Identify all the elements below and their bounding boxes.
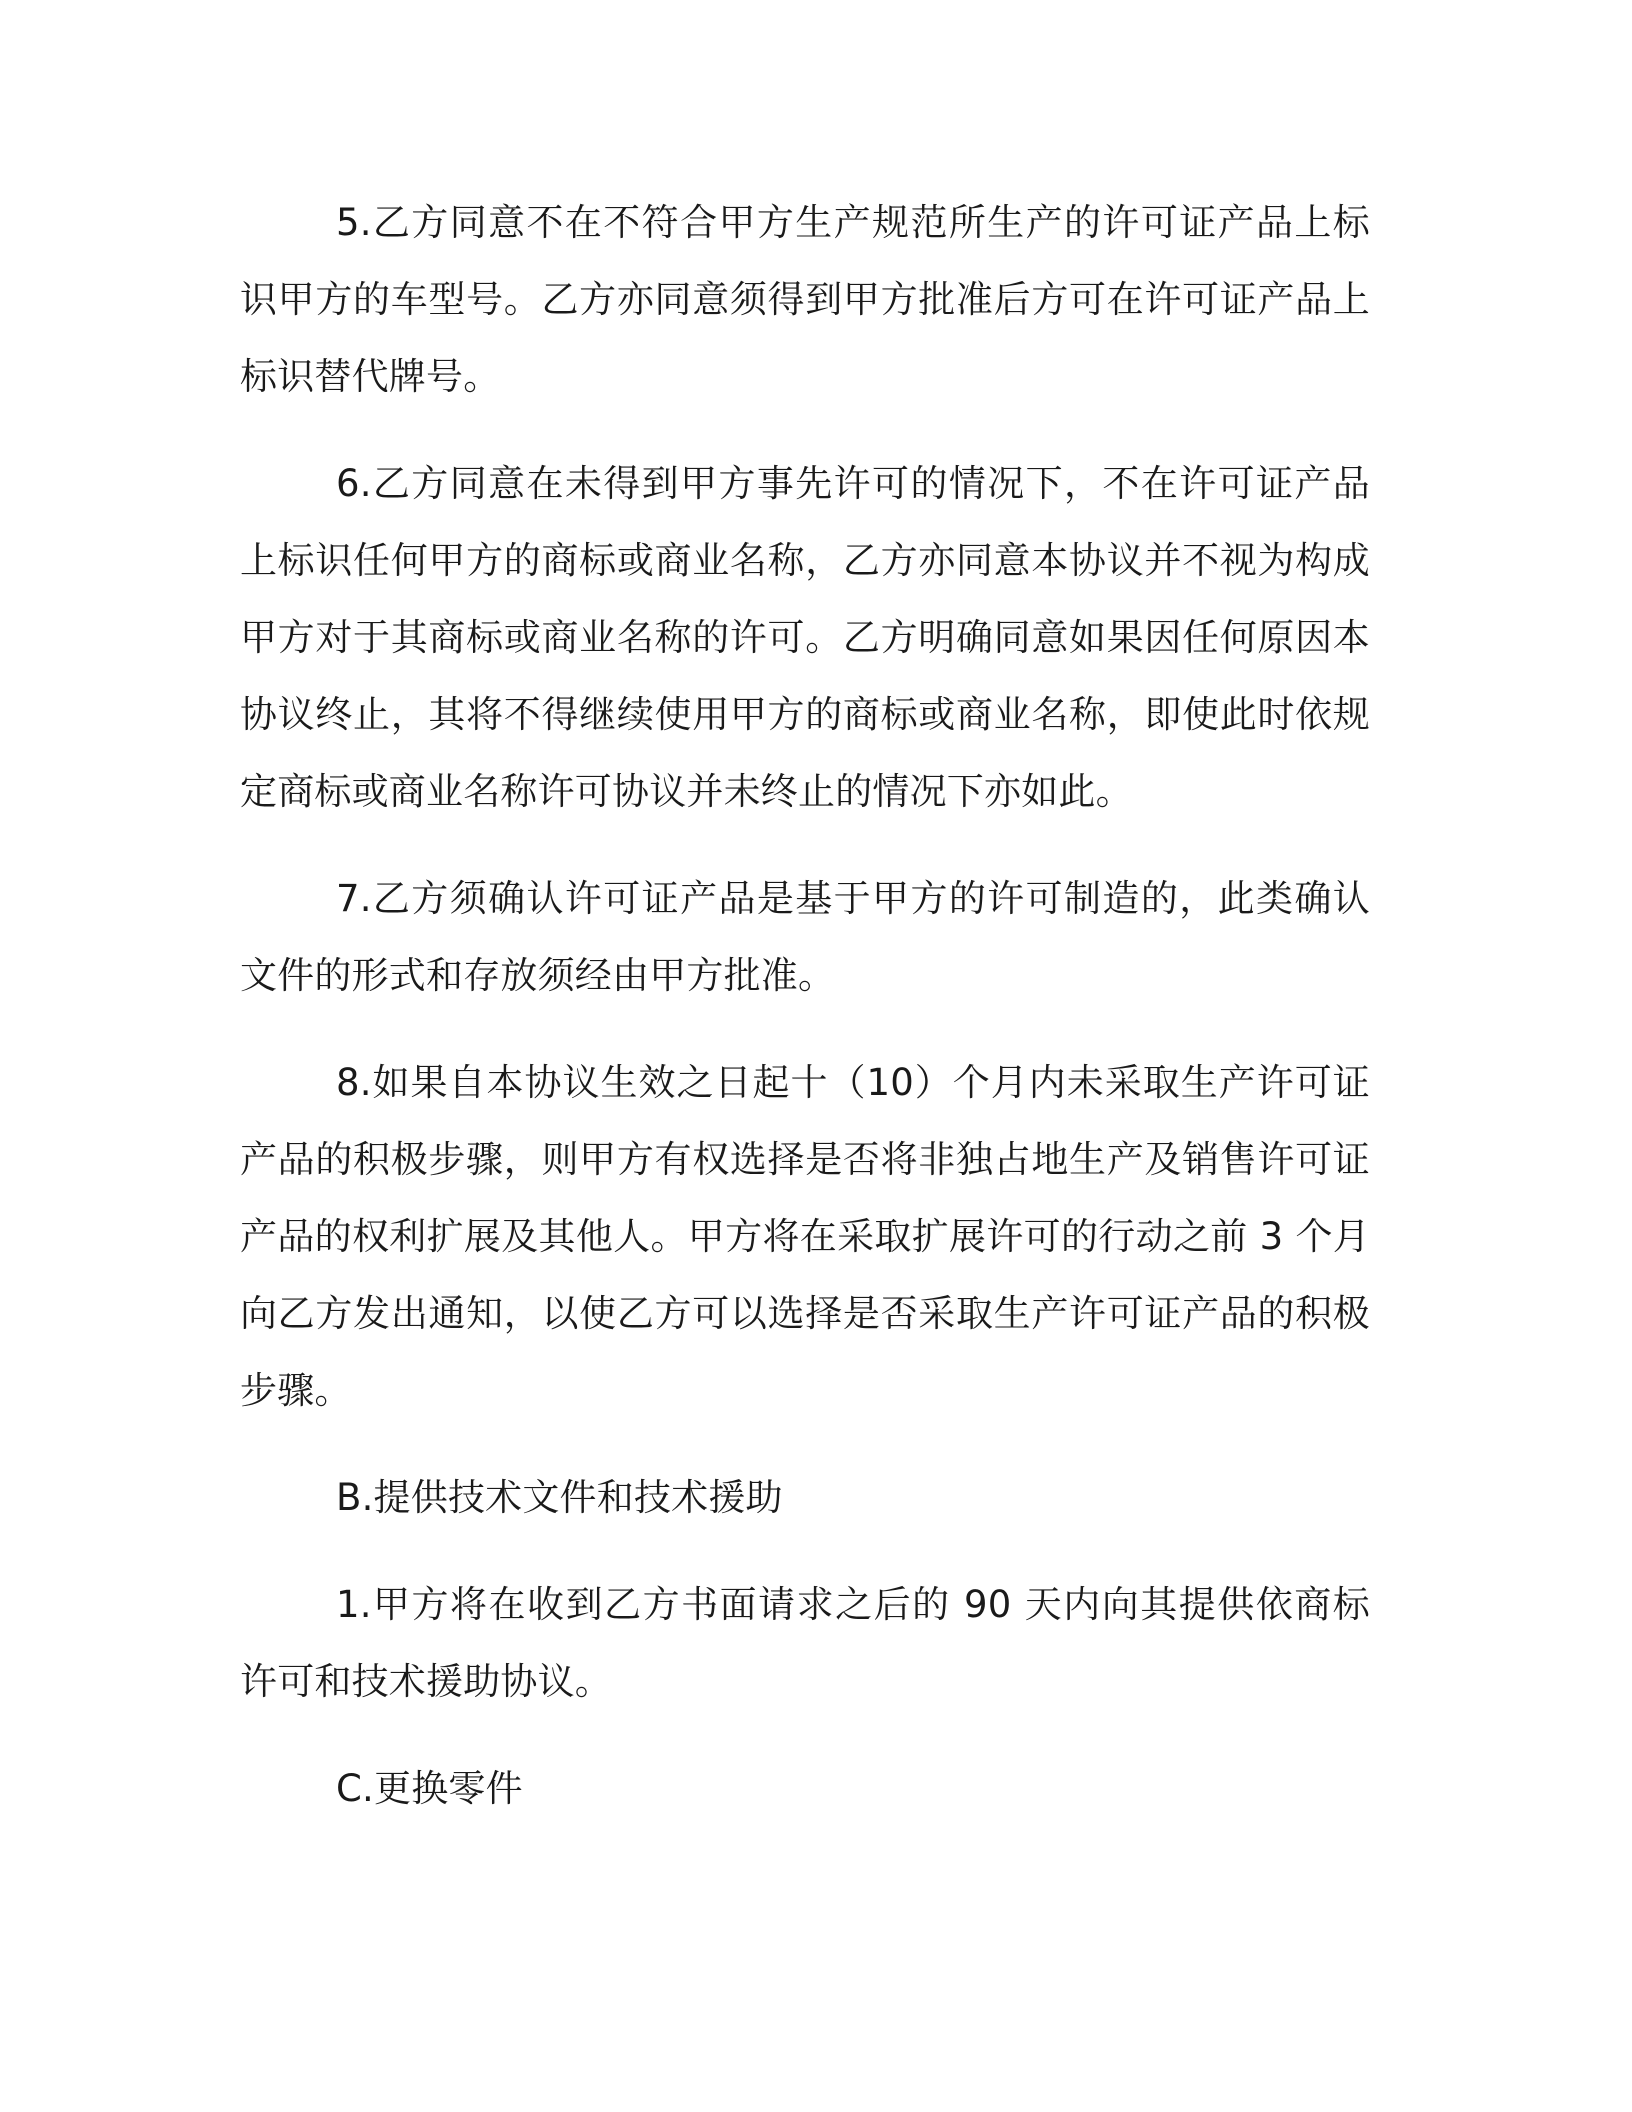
clause-7: 7.乙方须确认许可证产品是基于甲方的许可制造的，此类确认文件的形式和存放须经由甲方批准。 [240,877,1370,997]
section-c-heading: C.更换零件 [336,1767,523,1810]
clause-5: 5.乙方同意不在不符合甲方生产规范所生产的许可证产品上标识甲方的车型号。乙方亦同意须得到甲方批准后方可在许可证产品上标识替代牌号。 [240,201,1370,398]
section-b-heading: B.提供技术文件和技术援助 [336,1476,783,1519]
document-body [240,184,1370,1857]
section-b-clause-1: 1.甲方将在收到乙方书面请求之后的 90 天内向其提供依商标许可和技术援助协议。 [240,1583,1370,1703]
clause-6: 6.乙方同意在未得到甲方事先许可的情况下，不在许可证产品上标识任何甲方的商标或商业名称，乙方亦同意本协议并不视为构成甲方对于其商标或商业名称的许可。乙方明确同意如果因任何原因本协议终止，其将不得继续使用甲方的商标或商业名称，即使此时依规定商标或商业名称许可协议并未终止的情况下亦如此。 [240,462,1370,813]
clause-8: 8.如果自本协议生效之日起十（10）个月内未采取生产许可证产品的积极步骤，则甲方有权选择是否将非独占地生产及销售许可证产品的权利扩展及其他人。甲方将在采取扩展许可的行动之前 3 个月向乙方发出通知，以使乙方可以选择是否采取生产许可证产品的积极步骤。 [240,1061,1370,1412]
